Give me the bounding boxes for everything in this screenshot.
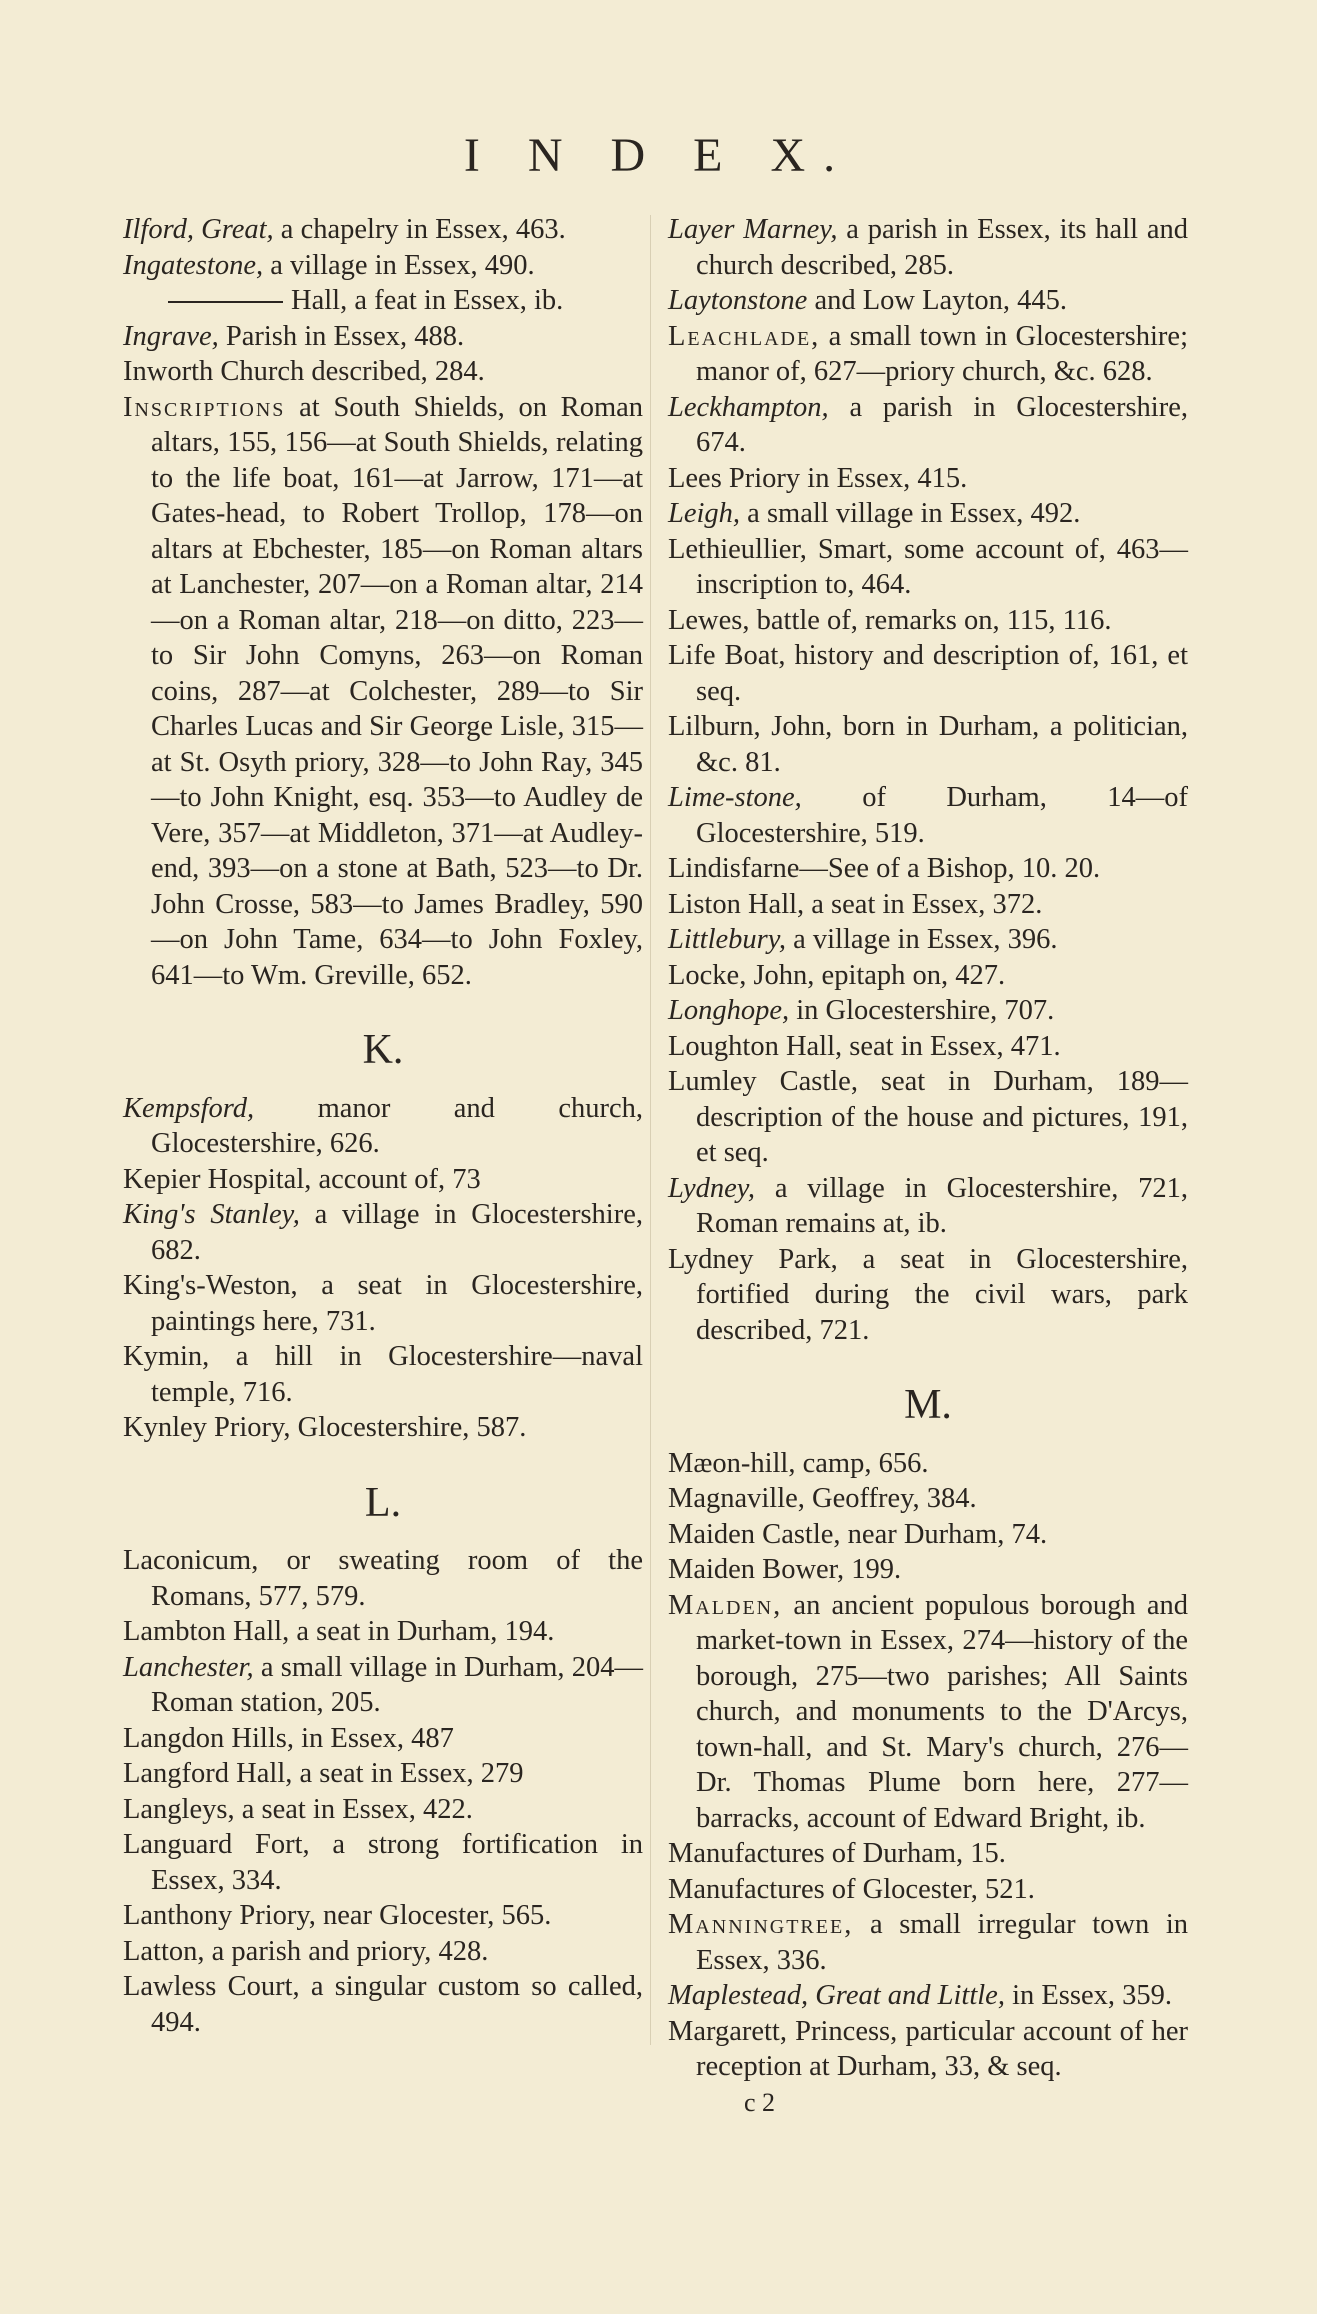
- index-entry: [668, 1836, 1188, 1872]
- entry-text: a small village in Essex, 492.: [747, 498, 1081, 529]
- index-entry: [668, 922, 1188, 958]
- entry-heading: Lime-stone,: [668, 782, 802, 813]
- entry-heading: Leigh,: [668, 498, 741, 529]
- index-entry: [123, 1969, 643, 2040]
- entry-text: Langleys, a seat in Essex, 422.: [123, 1793, 473, 1825]
- index-entry: [123, 1614, 643, 1650]
- entry-heading: Layer Marney,: [668, 214, 838, 245]
- index-entry: [668, 1029, 1188, 1065]
- index-entry: [123, 319, 643, 355]
- page-title: I N D E X.: [463, 129, 854, 182]
- entry-text: Latton, a parish and priory, 428.: [123, 1935, 489, 1967]
- index-entry: [668, 496, 1188, 532]
- entry-text: a village in Glocestershire, 721, Roman remains at, ib.: [696, 1172, 1188, 1239]
- entry-text: Kymin, a hill in Glocestershire—naval temple, 716.: [123, 1341, 643, 1408]
- entry-heading: Lydney,: [668, 1172, 756, 1204]
- index-list-i: [123, 212, 643, 993]
- entry-text: Lanthony Priory, near Glocester, 565.: [123, 1900, 552, 1931]
- index-entry: [123, 1792, 643, 1828]
- index-entry: [123, 1543, 643, 1614]
- column-divider: [650, 215, 651, 2045]
- index-list-l-continued: [668, 212, 1188, 1348]
- page-signature: c 2: [744, 2087, 776, 2117]
- index-entry: [668, 283, 1188, 319]
- entry-text: Laconicum, or sweating room of the Romans, 577, 579.: [123, 1545, 643, 1612]
- index-entry: [123, 283, 643, 319]
- index-entry: [668, 780, 1188, 851]
- entry-text: King's-Weston, a seat in Glocestershire, paintings here, 731.: [123, 1270, 643, 1337]
- entry-text: a small irregular town in Essex, 336.: [696, 1909, 1189, 1976]
- entry-text: Lindisfarne—See of a Bishop, 10. 20.: [668, 853, 1101, 884]
- entry-text: manor and church, Glocestershire, 626.: [151, 1092, 644, 1159]
- index-entry: [668, 1978, 1188, 2014]
- entry-text: Margarett, Princess, particular account of her reception at Durham, 33, & seq.: [668, 2015, 1188, 2082]
- entry-heading: Ingrave,: [123, 320, 219, 352]
- index-entry: [123, 1898, 643, 1934]
- entry-text: Kynley Priory, Glocestershire, 587.: [123, 1412, 527, 1443]
- entry-heading: Leckhampton,: [668, 391, 829, 423]
- index-entry: [668, 1242, 1188, 1349]
- entry-heading: Leachlade,: [668, 320, 821, 352]
- entry-text: a chapelry in Essex, 463.: [280, 214, 566, 245]
- entry-text: and Low Layton, 445.: [814, 285, 1067, 316]
- entry-text: Langdon Hills, in Essex, 487: [123, 1722, 454, 1754]
- entry-text: Kepier Hospital, account of, 73: [123, 1163, 481, 1195]
- entry-text: a small town in Glocestershire; manor of, 627—priory church, &c. 628.: [696, 320, 1188, 387]
- section-heading-k: K.: [362, 1027, 404, 1073]
- entry-text: Langford Hall, a seat in Essex, 279: [123, 1758, 524, 1789]
- index-entry: [123, 1650, 643, 1721]
- entry-text: a village in Essex, 490.: [270, 249, 535, 281]
- index-entry: [668, 851, 1188, 887]
- index-entry: [668, 1064, 1188, 1171]
- index-entry: [123, 1410, 643, 1446]
- index-entry: [123, 1197, 643, 1268]
- entry-text: a village in Essex, 396.: [793, 924, 1058, 955]
- index-entry: [123, 248, 643, 284]
- entry-heading: Kempsford,: [123, 1092, 255, 1124]
- index-entry: [668, 1446, 1188, 1482]
- index-entry: [668, 1552, 1188, 1588]
- index-list-l: [123, 1543, 643, 2040]
- entry-text: Liston Hall, a seat in Essex, 372.: [668, 888, 1043, 920]
- entry-heading: Manningtree,: [668, 1909, 854, 1940]
- index-entry: [668, 1907, 1188, 1978]
- entry-text: a parish in Glocestershire, 674.: [696, 391, 1188, 458]
- entry-heading: Longhope,: [668, 995, 790, 1026]
- entry-text: an ancient populous borough and market-town in Essex, 274—history of the borough, 275—two parishes; All Saints church, and monuments to the D'Arcys, town-hall, and St. Mary's church, 276—Dr. Thomas Plume born here, 277—barracks, account of Edward Bright, ib.: [696, 1589, 1188, 1834]
- entry-text: Lydney Park, a seat in Glocestershire, fortified during the civil wars, park described, 721.: [668, 1243, 1188, 1346]
- index-entry: [668, 532, 1188, 603]
- index-entry: [123, 1162, 643, 1198]
- left-column: [123, 212, 643, 2040]
- entry-text: Lambton Hall, a seat in Durham, 194.: [123, 1616, 555, 1647]
- index-entry: [123, 1721, 643, 1757]
- entry-text: Lilburn, John, born in Durham, a politician, &c. 81.: [668, 711, 1188, 778]
- entry-heading: Lanchester,: [123, 1651, 254, 1683]
- index-entry: [668, 887, 1188, 923]
- entry-text: Manufactures of Glocester, 521.: [668, 1873, 1035, 1905]
- index-entry: [668, 1171, 1188, 1242]
- entry-text: Magnaville, Geoffrey, 384.: [668, 1483, 977, 1514]
- index-list-m: [668, 1446, 1188, 2085]
- index-list-k: [123, 1091, 643, 1446]
- entry-heading: Inscriptions: [123, 391, 286, 423]
- entry-text: Locke, John, epitaph on, 427.: [668, 959, 1006, 991]
- entry-text: Lethieullier, Smart, some account of, 463—inscription to, 464.: [668, 533, 1188, 600]
- index-entry: [668, 461, 1188, 497]
- entry-text: in Essex, 359.: [1012, 1980, 1172, 2011]
- entry-text: Inworth Church described, 284.: [123, 356, 485, 387]
- index-entry: [668, 2014, 1188, 2085]
- right-column: [668, 212, 1188, 2120]
- index-entry: [668, 993, 1188, 1029]
- index-entry: [123, 390, 643, 994]
- entry-heading: Ingatestone,: [123, 249, 264, 281]
- index-entry: [668, 709, 1188, 780]
- entry-text: in Glocestershire, 707.: [796, 995, 1055, 1026]
- index-entry: [668, 1588, 1188, 1837]
- entry-text: a parish in Essex, its hall and church described, 285.: [696, 214, 1188, 281]
- index-entry: [668, 603, 1188, 639]
- index-entry: [123, 1091, 643, 1162]
- index-entry: [668, 212, 1188, 283]
- index-entry: [123, 354, 643, 390]
- entry-text: Parish in Essex, 488.: [225, 320, 465, 352]
- index-entry: [123, 212, 643, 248]
- section-heading-l: L.: [364, 1479, 402, 1526]
- index-entry: [123, 1268, 643, 1339]
- entry-heading: Littlebury,: [668, 924, 786, 955]
- entry-heading: Laytonstone: [668, 285, 808, 316]
- entry-text: Maiden Bower, 199.: [668, 1554, 902, 1585]
- entry-heading: King's Stanley,: [123, 1199, 300, 1230]
- index-entry: [668, 1481, 1188, 1517]
- entry-text: Lees Priory in Essex, 415.: [668, 462, 968, 494]
- entry-heading: Maplestead, Great and Little,: [668, 1980, 1005, 2011]
- entry-text: at South Shields, on Roman altars, 155, 156—at South Shields, relating to the life boat, 161—at Jarrow, 171—at Gates-head, to Robert Trollop, 178—on altars at Ebchester, 185—on Roman altars at Lanchester, 207—on a Roman altar, 214—on a Roman altar, 218—on ditto, 223—to Sir John Comyns, 263—on Roman coins, 287—at Colchester, 289—to Sir Charles Lucas and Sir George Lisle, 315—at St. Osyth priory, 328—to John Ray, 345—to John Knight, esq. 353—to Audley de Vere, 357—at Middleton, 371—at Audley-end, 393—on a stone at Bath, 523—to Dr. John Crosse, 583—to James Bradley, 590—on John Tame, 634—to John Foxley, 641—to Wm. Greville, 652.: [151, 391, 644, 991]
- entry-text: Hall, a feat in Essex, ib.: [291, 285, 564, 316]
- entry-text: Loughton Hall, seat in Essex, 471.: [668, 1030, 1061, 1062]
- index-entry: [668, 1872, 1188, 1908]
- index-entry: [123, 1339, 643, 1410]
- index-entry: [668, 319, 1188, 390]
- index-entry: [668, 638, 1188, 709]
- index-entry: [123, 1827, 643, 1898]
- index-entry: [668, 390, 1188, 461]
- entry-text: Mæon-hill, camp, 656.: [668, 1447, 929, 1479]
- entry-text: a village in Glocestershire, 682.: [151, 1199, 643, 1266]
- entry-text: Maiden Castle, near Durham, 74.: [668, 1518, 1048, 1550]
- entry-text: Lawless Court, a singular custom so called, 494.: [123, 1971, 643, 2038]
- entry-text: Manufactures of Durham, 15.: [668, 1838, 1006, 1869]
- entry-text: Languard Fort, a strong fortification in Essex, 334.: [123, 1829, 643, 1896]
- entry-text: Life Boat, history and description of, 161, et seq.: [668, 640, 1188, 707]
- entry-heading: Malden,: [668, 1589, 783, 1621]
- entry-text: Lewes, battle of, remarks on, 115, 116.: [668, 604, 1112, 636]
- entry-text: Lumley Castle, seat in Durham, 189—description of the house and pictures, 191, et seq.: [668, 1066, 1188, 1168]
- ditto-dash: [168, 301, 283, 303]
- index-entry: [668, 1517, 1188, 1553]
- entry-text: of Durham, 14—of Glocestershire, 519.: [696, 782, 1188, 849]
- entry-heading: Ilford, Great,: [123, 214, 274, 245]
- entry-text: a small village in Durham, 204—Roman station, 205.: [151, 1651, 643, 1718]
- index-entry: [123, 1756, 643, 1792]
- index-entry: [123, 1934, 643, 1970]
- index-entry: [668, 958, 1188, 994]
- section-heading-m: M.: [904, 1382, 952, 1428]
